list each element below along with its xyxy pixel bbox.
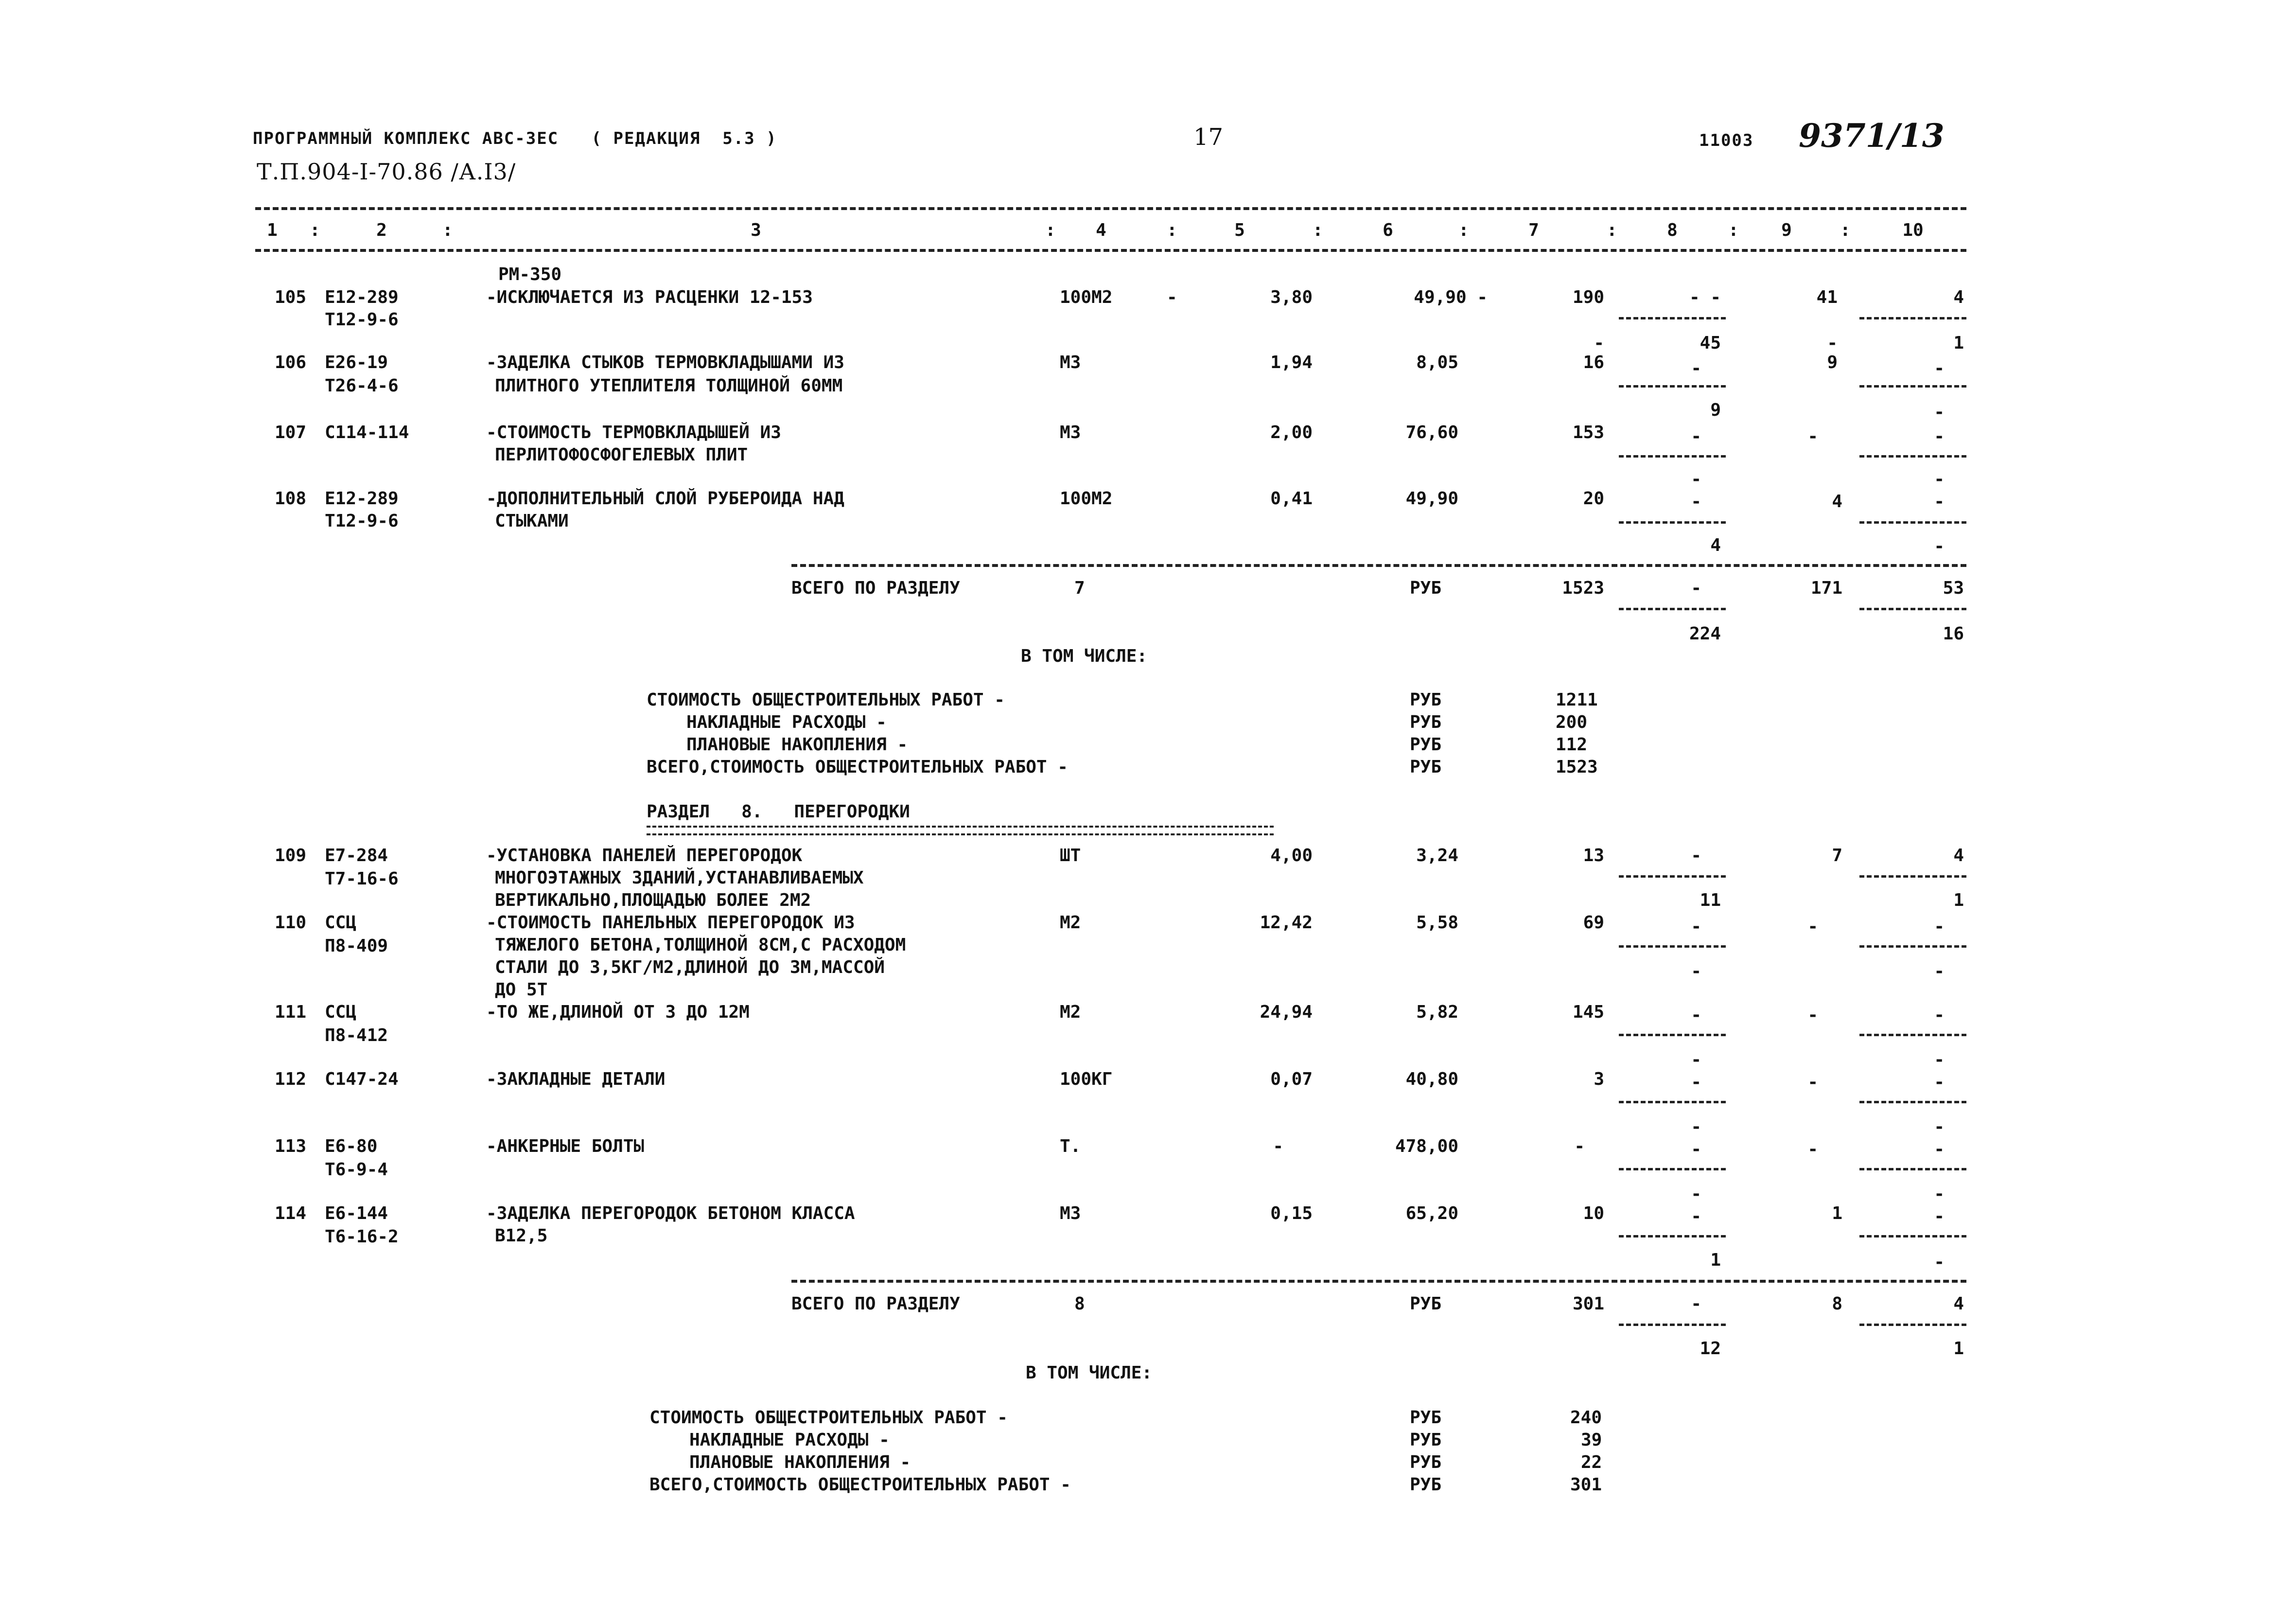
estimate-sheet: ПРОГРАММНЫЙ КОМПЛЕКС АВС-ЗЕС ( РЕДАКЦИЯ 5.3 ) 17 11003 9371/13 Т.П.904-I-70.86 /А.I3/ 1 : 2 : 3 : 4 : 5 : 6 : 7 : 8 : 9 : 10 РМ-350 105 Е12-289 Т12-9-6 -ИСКЛЮЧАЕТСЯ ИЗ РАСЦЕНКИ 12-153 100М2 - 3,80 49,90 - 190 - - 41 4 - 45 - 1 106 Е26-19 Т26-4-6 -ЗАДЕЛКА СТЫКОВ ТЕРМОВКЛАДЫШАМИ ИЗ ПЛИТНОГО УТЕПЛИТЕЛЯ ТОЛЩИНОЙ 60ММ М3 1,94 8,05 16 - 9 - 9 - 107 С114-114 -СТОИМОСТЬ ТЕРМОВКЛАДЫШЕЙ ИЗ ПЕРЛИТОФОСФОГЕЛЕВЫХ ПЛИТ М3 2,00 76,60 153 - - - - - 108 Е12-289 Т12-9-6 -ДОПОЛНИТЕЛЬНЫЙ СЛОЙ РУБЕРОИДА НАД СТЫКАМИ 100М2 0,41 49,90 20 - 4 - 4 - ВСЕГО ПО РАЗДЕЛУ 7 РУБ 1523 - 171 53 224 16 В ТОМ ЧИСЛЕ: СТОИМОСТЬ ОБЩЕСТРОИТЕЛЬНЫХ РАБОТ - РУБ 1211 НАКЛАДНЫЕ РАСХОДЫ - РУБ 200 ПЛАНОВЫЕ НАКОПЛЕНИЯ - РУБ 112 ВСЕГО,СТОИМОСТЬ ОБЩЕСТРОИТЕЛЬНЫХ РАБОТ - РУБ 1523 РАЗДЕЛ 8. ПЕРЕГОРОДКИ 109 Е7-284 Т7-16-6 -УСТАНОВКА ПАНЕЛЕЙ ПЕРЕГОРОДОК МНОГОЭТАЖНЫХ ЗДАНИЙ,УСТАНАВЛИВАЕМЫХ ВЕРТИКАЛЬНО,ПЛОЩАДЬЮ БОЛЕЕ 2М2 ШТ 4,00 3,24 13 - 7 4 11 1 110 ССЦ П8-409 -СТОИМОСТЬ ПАНЕЛЬНЫХ ПЕРЕГОРОДОК ИЗ ТЯЖЕЛОГО БЕТОНА,ТОЛЩИНОЙ 8СМ,С РАСХОДОМ СТАЛИ ДО 3,5КГ/М2,ДЛИНОЙ ДО 3М,МАССОЙ ДО 5Т М2 12,42 5,58 69 - - - - - 111 ССЦ П8-412 -ТО ЖЕ,ДЛИНОЙ ОТ 3 ДО 12М М2 24,94 5,82 145 - - - - - 112 С147-24 -ЗАКЛАДНЫЕ ДЕТАЛИ 100КГ 0,07 40,80 3 - - - - - 113 Е6-80 Т6-9-4 -АНКЕРНЫЕ БОЛТЫ Т. - 478,00 - - - - - - 114 Е6-144 Т6-16-2 -ЗАДЕЛКА ПЕРЕГОРОДОК БЕТОНОМ КЛАССА В12,5 М3 0,15 65,20 10 - 1 - 1 - ВСЕГО ПО РАЗДЕЛУ 8 РУБ 301 - 8 4 12 1 В ТОМ ЧИСЛЕ: СТОИМОСТЬ ОБЩЕСТРОИТЕЛЬНЫХ РАБОТ - РУБ 240 НАКЛАДНЫЕ РАСХОДЫ - РУБ 39 ПЛАНОВЫЕ НАКОПЛЕНИЯ - РУБ 22 ВСЕГО,СТОИМОСТЬ ОБЩЕСТРОИТЕЛЬНЫХ РАБОТ - РУБ 301 [0,0,2296,1608]
handwritten-number: 9371/13 [1799,117,1945,155]
col-6: 6 [1383,220,1393,240]
header-top-rule [255,207,1966,210]
col-8: 8 [1667,220,1678,240]
section-title-underline [647,826,1274,835]
page-number: 17 [1193,124,1224,151]
col-3: 3 [751,220,761,240]
col-7: 7 [1528,220,1539,240]
col-4: 4 [1096,220,1106,240]
document-code: 11003 [1699,131,1754,150]
col-1: 1 [267,220,278,240]
breakdown-title: В ТОМ ЧИСЛЕ: [1021,646,1148,666]
carry-over-line: РМ-350 [498,265,562,284]
section-title: РАЗДЕЛ 8. ПЕРЕГОРОДКИ [647,802,910,822]
col-2: 2 [376,220,387,240]
program-title: ПРОГРАММНЫЙ КОМПЛЕКС АВС-ЗЕС ( РЕДАКЦИЯ 5.3 ) [253,129,777,148]
section-total-rule [791,1280,1966,1283]
header-bottom-rule [255,249,1966,252]
section-total-rule [791,564,1966,567]
breakdown-title: В ТОМ ЧИСЛЕ: [1026,1363,1153,1383]
col-9: 9 [1781,220,1792,240]
col-5: 5 [1234,220,1245,240]
col-10: 10 [1902,220,1924,240]
doc-reference: Т.П.904-I-70.86 /А.I3/ [257,159,516,185]
